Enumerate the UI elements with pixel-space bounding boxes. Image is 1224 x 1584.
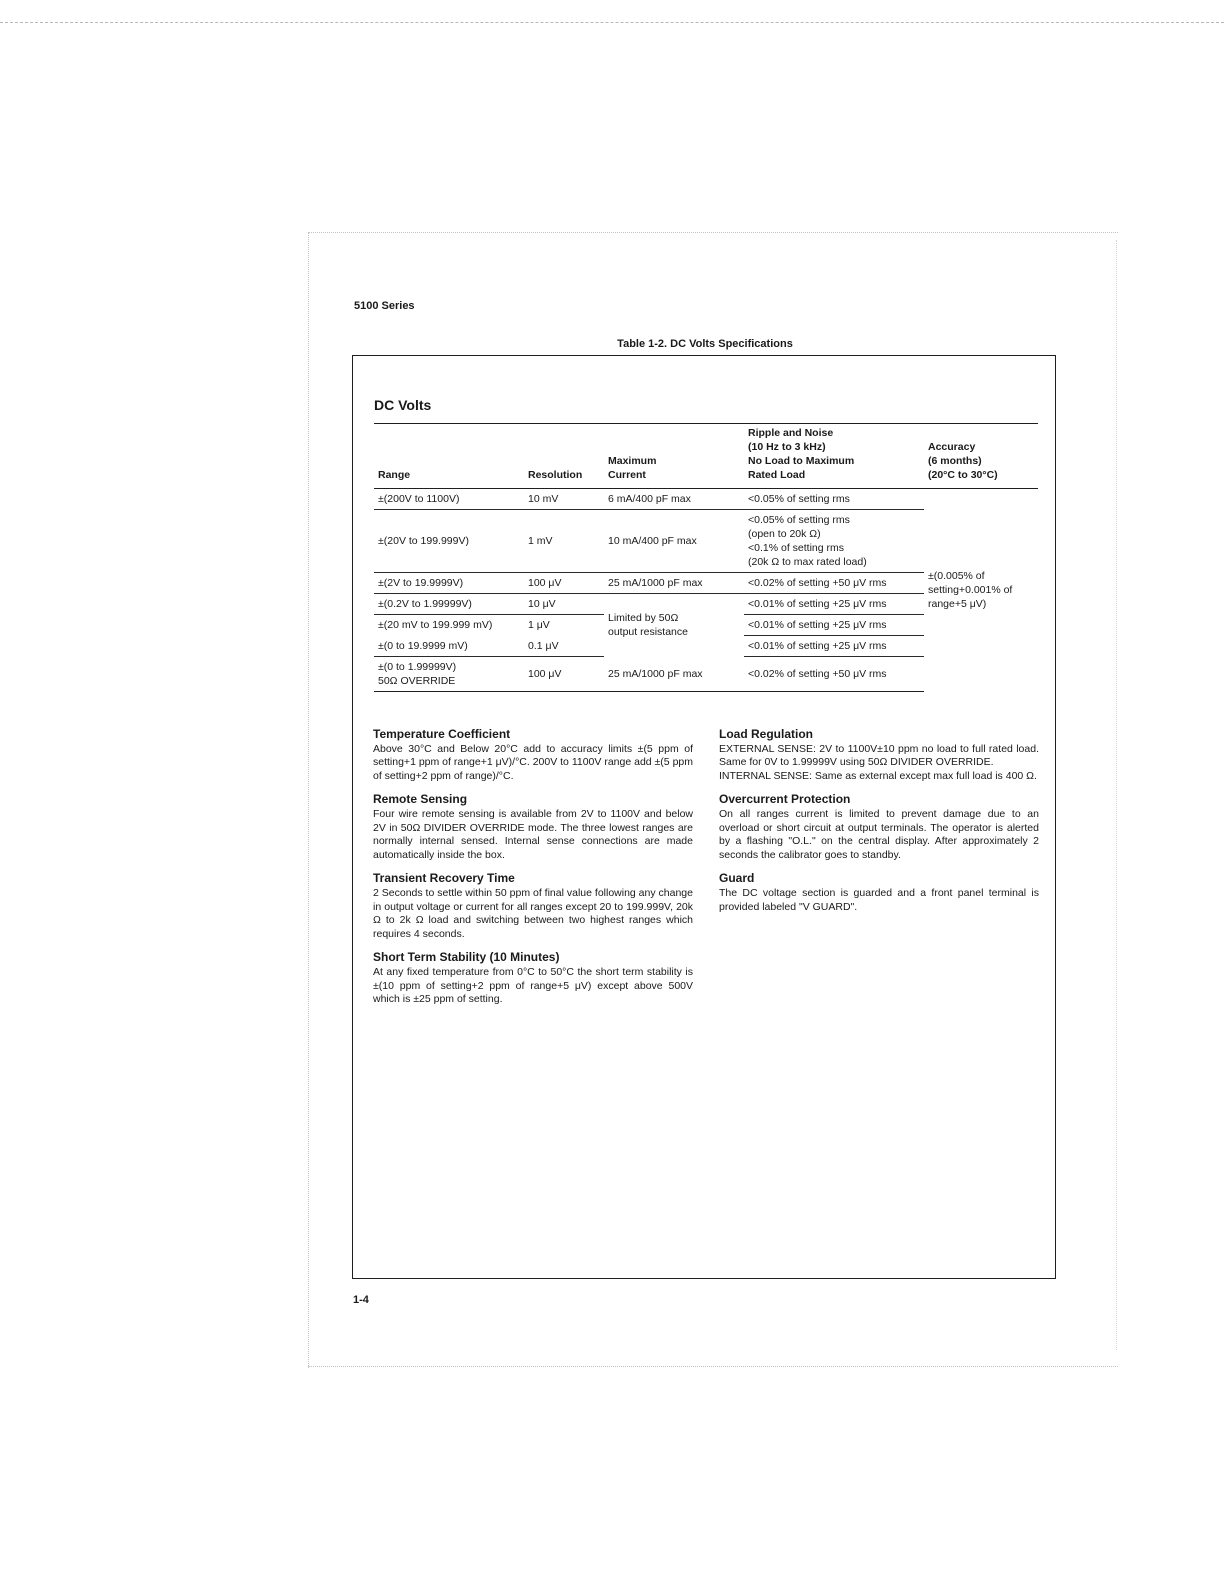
cell-resolution: 10 mV (524, 489, 604, 510)
cell-accuracy: ±(0.005% of setting+0.001% of range+5 μV) (928, 570, 1013, 611)
section-remote-sensing (373, 793, 693, 862)
table-header-row (374, 424, 1038, 489)
section-body: Above 30°C and Below 20°C add to accuracy limits ±(5 ppm of setting+1 ppm of range+1 μV)/°C. 200V to 1100V range add ±(5 ppm of setting+2 ppm of range)/°C. (373, 742, 693, 782)
cell-ripple: <0.05% of setting rms (744, 489, 924, 510)
scan-frame-bottom (308, 1366, 1118, 1367)
header-current: Maximum Current (604, 424, 744, 489)
section-body: Four wire remote sensing is available from 2V to 1100V and below 2V in 50Ω DIVIDER OVERRIDE mode. The three lowest ranges are normally internal sensed. Internal sense connections are made automatically inside the box. (373, 807, 693, 861)
section-heading: Load Regulation (719, 727, 813, 741)
cell-range: ±(200V to 1100V) (374, 489, 524, 510)
cell-resolution: 0.1 μV (524, 636, 604, 657)
table-row (374, 489, 1038, 510)
left-column (373, 728, 693, 1017)
section-overcurrent-protection (719, 793, 1039, 862)
cell-ripple: <0.05% of setting rms (open to 20k Ω) <0.1% of setting rms (20k Ω to max rated load) (744, 510, 924, 573)
cell-ripple: <0.01% of setting +25 μV rms (744, 615, 924, 636)
cell-current: Limited by 50Ω output resistance (608, 612, 688, 639)
section-body: EXTERNAL SENSE: 2V to 1100V±10 ppm no load to full rated load. Same for 0V to 1.99999V using 50Ω DIVIDER OVERRIDE. INTERNAL SENSE: Same as external except max full load is 400 Ω. (719, 742, 1039, 782)
cell-ripple: <0.01% of setting +25 μV rms (744, 636, 924, 657)
table-caption: Table 1-2. DC Volts Specifications (617, 338, 793, 350)
section-guard (719, 872, 1039, 914)
section-body: On all ranges current is limited to prevent damage due to an overload or short circuit at output terminals. The operator is alerted by a flashing "O.L." on the central display. After approximately 2 seconds the calibrator goes to standby. (719, 807, 1039, 861)
page-number: 1-4 (353, 1294, 369, 1306)
cell-range: ±(20 mV to 199.999 mV) (378, 619, 493, 632)
section-heading: Guard (719, 871, 755, 886)
header-resolution: Resolution (524, 424, 604, 489)
right-column (719, 728, 1039, 924)
section-temperature-coefficient (373, 728, 693, 783)
section-body: At any fixed temperature from 0°C to 50°C the short term stability is ±(10 ppm of setting+2 ppm of range+5 μV) except above 500V which is ±25 ppm of setting. (373, 965, 693, 1006)
cell-ripple: <0.01% of setting +25 μV rms (744, 594, 924, 615)
cell-current: 6 mA/400 pF max (604, 489, 744, 510)
section-title: DC Volts (374, 397, 432, 413)
cell-resolution: 1 mV (524, 510, 604, 573)
header-ripple: Ripple and Noise (10 Hz to 3 kHz) No Load to Maximum Rated Load (744, 424, 924, 489)
cell-ripple: <0.02% of setting +50 μV rms (744, 573, 924, 594)
scan-edge-top (0, 22, 1224, 23)
cell-current: 10 mA/400 pF max (604, 510, 744, 573)
section-heading: Transient Recovery Time (373, 871, 515, 886)
spec-table (374, 423, 1038, 692)
section-heading: Overcurrent Protection (719, 792, 851, 807)
cell-resolution: 10 μV (524, 594, 604, 615)
header-accuracy: Accuracy (6 months) (20°C to 30°C) (924, 424, 1038, 489)
section-body: The DC voltage section is guarded and a front panel terminal is provided labeled "V GUARD". (719, 886, 1039, 913)
header-range: Range (374, 424, 524, 489)
cell-ripple: <0.02% of setting +50 μV rms (744, 657, 924, 692)
scan-frame-right (1116, 240, 1117, 1350)
scan-frame-top (308, 232, 1118, 233)
cell-range: ±(20V to 199.999V) (374, 510, 524, 573)
cell-resolution: 1 μV (528, 619, 550, 632)
cell-range: ±(0 to 19.9999 mV) (374, 636, 524, 657)
scan-frame-left (308, 232, 309, 1368)
series-label: 5100 Series (354, 300, 415, 312)
section-load-regulation (719, 728, 1039, 783)
section-body: 2 Seconds to settle within 50 ppm of final value following any change in output voltage or current for all ranges except 20 to 199.999V, 20k Ω to 2k Ω load and switching between two highest ranges which requires 4 seconds. (373, 886, 693, 940)
cell-current: 25 mA/1000 pF max (604, 573, 744, 594)
cell-current: 25 mA/1000 pF max (604, 657, 744, 692)
cell-resolution: 100 μV (524, 657, 604, 692)
section-transient-recovery (373, 872, 693, 941)
cell-range: ±(0.2V to 1.99999V) (374, 594, 524, 615)
section-short-term-stability (373, 951, 693, 1006)
section-heading: Remote Sensing (373, 792, 468, 807)
cell-resolution: 100 μV (524, 573, 604, 594)
cell-range: ±(2V to 19.9999V) (374, 573, 524, 594)
cell-range: ±(0 to 1.99999V) 50Ω OVERRIDE (374, 657, 524, 692)
section-heading: Temperature Coefficient (373, 727, 511, 741)
section-heading: Short Term Stability (10 Minutes) (373, 950, 560, 965)
